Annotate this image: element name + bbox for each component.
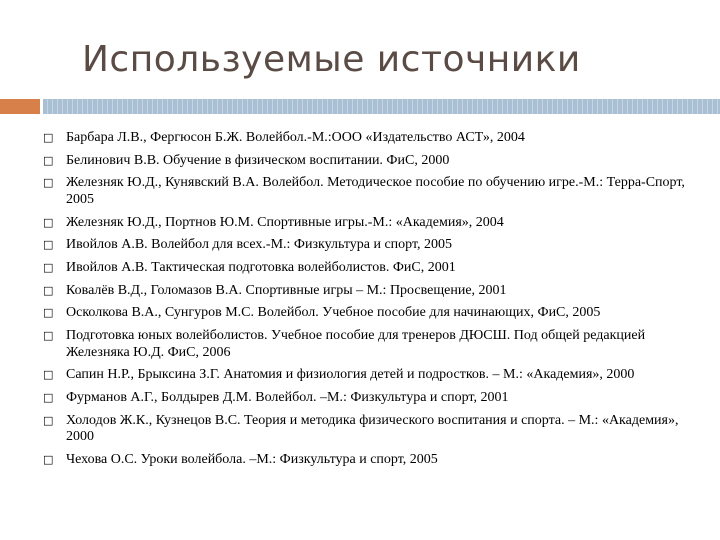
title-rule [43,99,720,114]
source-text: Осколкова В.А., Сунгуров М.С. Волейбол. Учебное пособие для начинающих, ФиС, 2005 [66,305,601,321]
source-text: Ковалёв В.Д., Голомазов В.А. Спортивные игры – М.: Просвещение, 2001 [66,282,507,298]
source-text: Подготовка юных волейболистов. Учебное пособие для тренеров ДЮСШ. Под общей редакцией Железняка Ю.Д. ФиС, 2006 [66,328,646,360]
hollow-square-bullet-icon: □ [43,390,54,404]
hollow-square-bullet-icon: □ [43,260,54,274]
list-item [0,237,720,254]
list-item [0,452,720,469]
hollow-square-bullet-icon: □ [43,131,54,144]
source-text: Барбара Л.В., Фергюсон Б.Ж. Волейбол.-М.:ООО «Издательство АСТ», 2004 [66,130,525,145]
list-item [0,413,720,446]
hollow-square-bullet-icon: □ [43,153,54,167]
source-text: Ивойлов А.В. Тактическая подготовка волейболистов. ФиС, 2001 [66,259,456,275]
hollow-square-bullet-icon: □ [43,452,54,466]
source-text: Ивойлов А.В. Волейбол для всех.-М.: Физкультура и спорт, 2005 [66,237,453,253]
list-item [0,260,720,277]
hollow-square-bullet-icon: □ [43,413,54,427]
hollow-square-bullet-icon: □ [43,306,54,320]
list-item [0,283,720,300]
hollow-square-bullet-icon: □ [43,176,54,190]
source-text: Холодов Ж.К., Кузнецов В.С. Теория и методика физического воспитания и спорта. – М.: «Академия», 2000 [66,412,679,445]
source-text: Белинович В.В. Обучение в физическом воспитании. ФиС, 2000 [66,152,450,168]
hollow-square-bullet-icon: □ [43,368,54,382]
list-item [0,367,720,384]
hollow-square-bullet-icon: □ [43,238,54,252]
source-text: Железняк Ю.Д., Кунявский В.А. Волейбол. Методическое пособие по обучению игре.-М.: Терра-Спорт, 2005 [66,175,685,207]
hollow-square-bullet-icon: □ [43,329,54,342]
source-text: Фурманов А.Г., Болдырев Д.М. Волейбол. –М.: Физкультура и спорт, 2001 [66,389,509,405]
slide-title: Используемые источники [82,39,581,80]
sources-list [0,130,720,474]
source-text: Чехова О.С. Уроки волейбола. –М.: Физкультура и спорт, 2005 [66,451,438,467]
hollow-square-bullet-icon: □ [43,215,54,229]
list-item [0,390,720,407]
list-item [0,153,720,170]
list-item [0,328,720,361]
list-item [0,215,720,232]
list-item [0,130,720,147]
source-text: Железняк Ю.Д., Портнов Ю.М. Спортивные игры.-М.: «Академия», 2004 [66,214,504,230]
list-item [0,305,720,322]
list-item [0,175,720,208]
title-rule-accent [0,99,40,114]
hollow-square-bullet-icon: □ [43,283,54,297]
source-text: Сапин Н.Р., Брыксина З.Г. Анатомия и физиология детей и подростков. – М.: «Академия», 2000 [66,367,635,383]
